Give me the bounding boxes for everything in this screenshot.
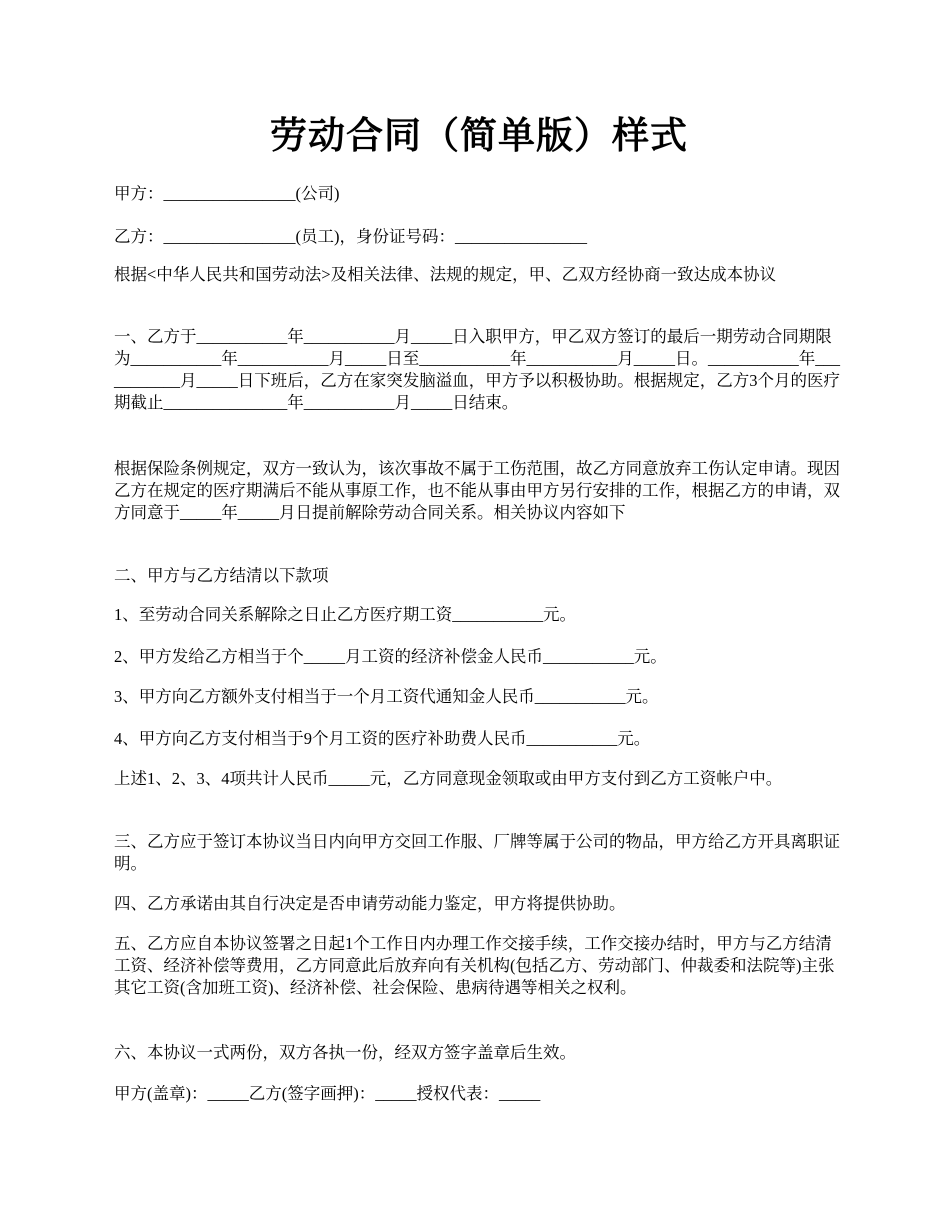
clause-5-paragraph: 五、乙方应自本协议签署之日起1个工作日内办理工作交接手续，工作交接办结时，甲方与乙方结清工资、经济补偿等费用，乙方同意此后放弃向有关机构(包括乙方、劳动部门、仲裁委和法院等)主张其它工资(含加班工资)、经济补偿、社会保险、患病待遇等相关之权利。 (114, 934, 835, 997)
clause-6-paragraph: 六、本协议一式两份，双方各执一份，经双方签字盖章后生效。 (114, 1043, 576, 1062)
document-title: 劳动合同（简单版）样式 (270, 116, 688, 157)
insurance-paragraph: 根据保险条例规定，双方一致认为，该次事故不属于工伤范围，故乙方同意放弃工伤认定申请。现因乙方在规定的医疗期满后不能从事原工作，也不能从事由甲方另行安排的工作，根据乙方的申请，双方同意于_____年_____月日提前解除劳动合同关系。相关协议内容如下 (114, 459, 840, 522)
document-page (114, 0, 844, 1103)
clause-2-heading: 二、甲方与乙方结清以下款项 (114, 566, 329, 585)
payment-item-4: 4、甲方向乙方支付相当于9个月工资的医疗补助费人民币___________元。 (114, 729, 651, 748)
payment-item-2: 2、甲方发给乙方相当于个_____月工资的经济补偿金人民币___________元。 (114, 647, 667, 666)
party-a-line: 甲方：________________(公司) (114, 184, 340, 203)
party-b-line: 乙方：________________(员工)，身份证号码：________________ (114, 227, 587, 246)
clause-4-paragraph: 四、乙方承诺由其自行决定是否申请劳动能力鉴定，甲方将提供协助。 (114, 894, 626, 913)
payment-item-3: 3、甲方向乙方额外支付相当于一个月工资代通知金人民币___________元。 (114, 687, 659, 706)
clause-3-paragraph: 三、乙方应于签订本协议当日内向甲方交回工作服、厂牌等属于公司的物品，甲方给乙方开具离职证明。 (114, 832, 840, 873)
payment-item-1: 1、至劳动合同关系解除之日止乙方医疗期工资___________元。 (114, 605, 576, 624)
preamble-paragraph: 根据<中华人民共和国劳动法>及相关法律、法规的规定，甲、乙双方经协商一致达成本协议 (114, 265, 777, 284)
signature-line: 甲方(盖章)：_____乙方(签字画押)：_____授权代表：_____ (114, 1084, 541, 1103)
clause-1-paragraph: 一、乙方于___________年___________月_____日入职甲方，甲乙双方签订的最后一期劳动合同期限为___________年___________月_____日至___________年___________月_____日。___________年___________月_____日下班后，乙方在家突发脑溢血，甲方予以积极协助。根据规定，乙方3个月的医疗期截止_______________年___________月_____日结束。 (114, 327, 840, 412)
payment-total-paragraph: 上述1、2、3、4项共计人民币_____元，乙方同意现金领取或由甲方支付到乙方工资帐户中。 (114, 769, 783, 788)
